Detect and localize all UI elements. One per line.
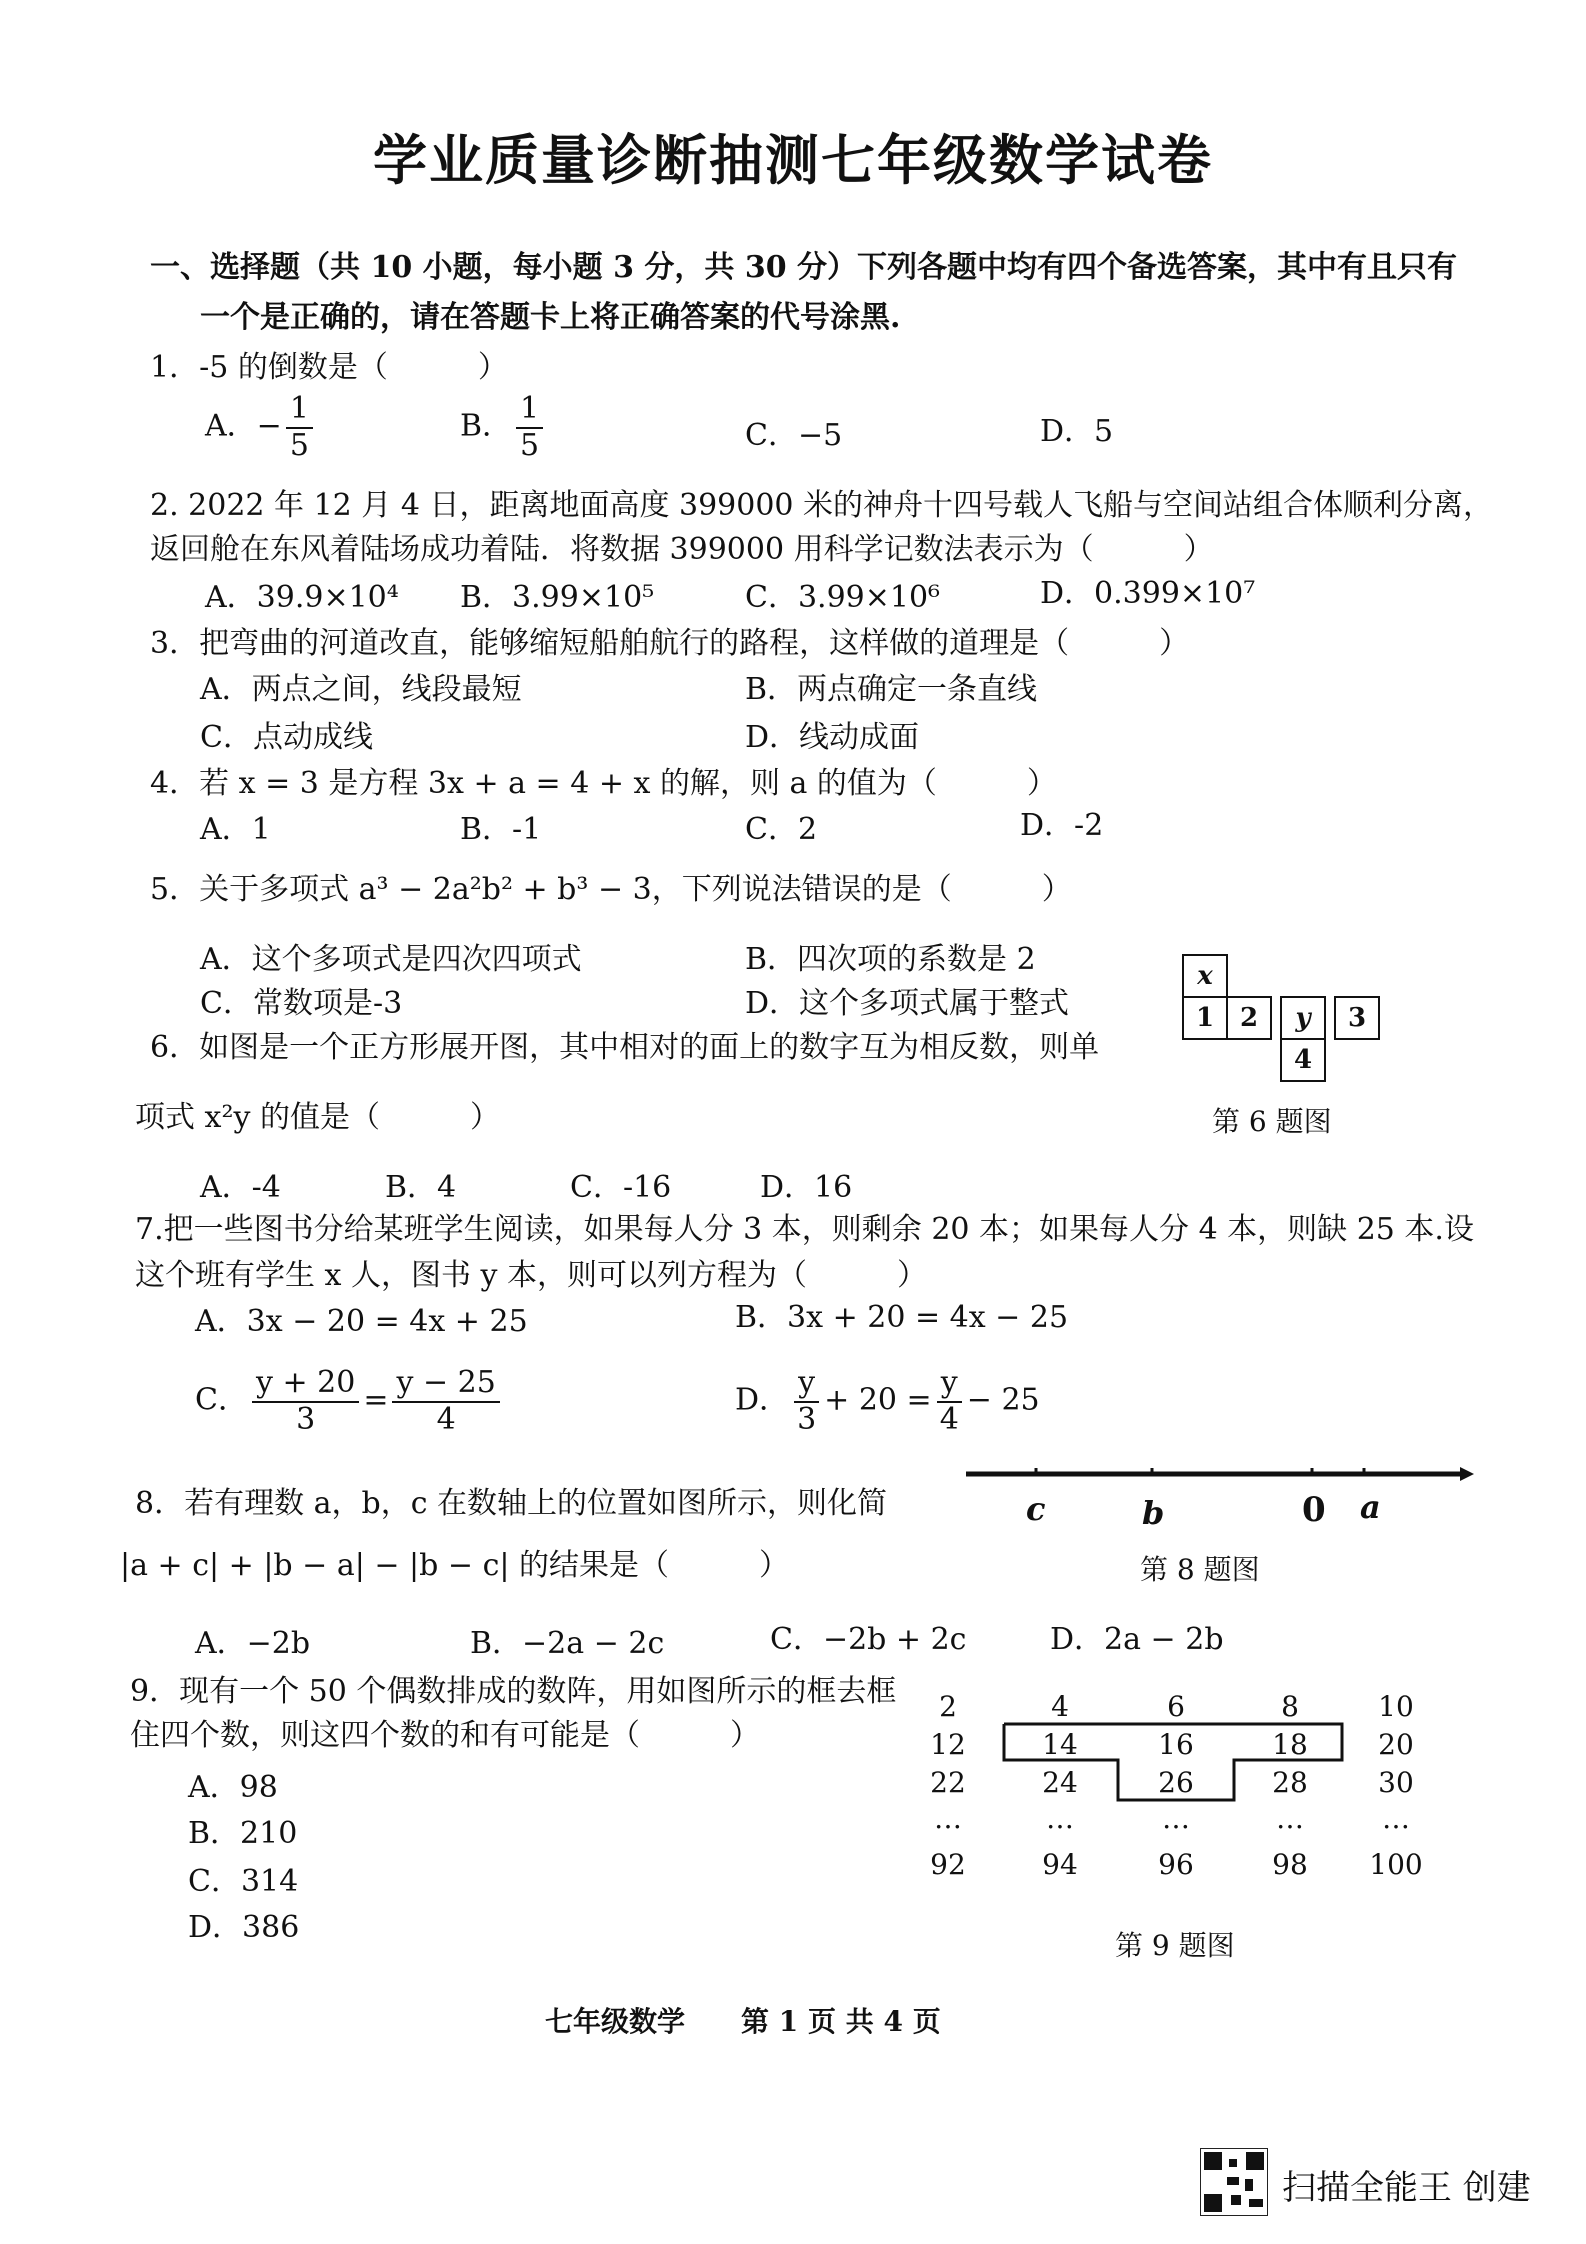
q4-option-d: D．-2 [1020,808,1104,843]
q9-option-b: B．210 [188,1816,298,1851]
q4-stem: 4．若 x = 3 是方程 3x + a = 4 + x 的解，则 a 的值为（ ） [150,766,1057,801]
q6-option-b: B．4 [385,1170,457,1205]
qr-code-icon [1200,2148,1268,2216]
grid-cell: 8 [1281,1690,1299,1723]
q6-option-d: D．16 [760,1170,853,1205]
q1-option-b [460,392,547,463]
grid-cell: 4 [1051,1690,1069,1723]
q7-line2: 这个班有学生 x 人，图书 y 本，则可以列方程为（ ） [135,1258,928,1293]
q3-option-a: A．两点之间，线段最短 [200,672,522,707]
grid-cell: … [1046,1802,1074,1835]
grid-cell: … [1162,1802,1190,1835]
q8-option-a: A．−2b [195,1626,311,1661]
q8-line1: 8．若有理数 a，b，c 在数轴上的位置如图所示，则化简 [135,1486,888,1521]
q7-option-c [195,1366,504,1437]
q2-option-d: D．0.399×10⁷ [1040,576,1256,611]
axis-label-a: a [1360,1488,1381,1526]
q9-option-a: A．98 [188,1770,278,1805]
net-cell-y: y [1280,996,1326,1040]
section-instructions-line1: 一、选择题（共 10 小题，每小题 3 分，共 30 分）下列各题中均有四个备选答案，其中有且只有 [150,250,1458,285]
grid-cell: 28 [1272,1766,1308,1799]
q7-d-frac2: $\frac{y}{4}$ [936,1366,963,1437]
net-cell-1: 1 [1182,996,1228,1040]
q2-option-c: C．3.99×10⁶ [745,580,941,615]
q9-option-d: D．386 [188,1910,300,1945]
grid-cell: 100 [1369,1848,1423,1881]
q7-d-label: D． [735,1382,790,1418]
grid-cell: 22 [930,1766,966,1799]
grid-cell: 94 [1042,1848,1078,1881]
section-instructions-line2: 一个是正确的，请在答题卡上将正确答案的代号涂黑. [200,300,901,335]
net-cell-2: 2 [1226,996,1272,1040]
q2-line1: 2. 2022 年 12 月 4 日，距离地面高度 399000 米的神舟十四号载人飞船与空间站组合体顺利分离， [150,488,1494,523]
q4-option-a: A．1 [200,812,271,847]
page-title: 学业质量诊断抽测七年级数学试卷 [373,128,1213,192]
page-footer: 七年级数学 第 1 页 共 4 页 [545,2005,941,2038]
q1-b-fraction: $\frac{1}{5}$ [516,392,543,463]
grid-cell: 16 [1158,1728,1194,1761]
axis-label-c: c [1026,1490,1046,1528]
grid-cell: 2 [939,1690,957,1723]
grid-cell: 20 [1378,1728,1414,1761]
q2-option-b: B．3.99×10⁵ [460,580,655,615]
q8-option-b: B．−2a − 2c [470,1626,665,1661]
q3-option-b: B．两点确定一条直线 [745,672,1038,707]
q3-stem: 3．把弯曲的河道改直，能够缩短船舶航行的路程，这样做的道理是（ ） [150,626,1190,661]
grid-cell: 6 [1167,1690,1185,1723]
q9-option-c: C．314 [188,1864,299,1899]
q7-option-d [735,1366,1040,1437]
q1-b-label: B． [460,408,513,444]
grid-cell: 26 [1158,1766,1194,1799]
grid-cell: 30 [1378,1766,1414,1799]
grid-cell: 14 [1042,1728,1078,1761]
q9-line2: 住四个数，则这四个数的和有可能是（ ） [130,1718,760,1753]
q7-option-b: B．3x + 20 = 4x − 25 [735,1300,1069,1335]
q7-c-frac2: $\frac{y - 25}{4}$ [392,1366,499,1437]
q2-line2: 返回舱在东风着陆场成功着陆．将数据 399000 用科学记数法表示为（ ） [150,532,1214,567]
q3-option-d: D．线动成面 [745,720,920,755]
q7-line1: 7.把一些图书分给某班学生阅读，如果每人分 3 本，则剩余 20 本；如果每人分 4 本，则缺 25 本.设 [135,1212,1474,1247]
grid-cell: 92 [930,1848,966,1881]
q4-option-c: C．2 [745,812,818,847]
q3-option-c: C．点动成线 [200,720,373,755]
q5-option-a: A．这个多项式是四次四项式 [200,942,582,977]
net-cell-4: 4 [1280,1038,1326,1082]
q8-option-d: D．2a − 2b [1050,1622,1224,1657]
q7-option-a: A．3x − 20 = 4x + 25 [195,1304,528,1339]
q1-a-label: A． [205,408,257,444]
q9-fig-caption: 第 9 题图 [1115,1929,1235,1962]
q1-stem: 1．-5 的倒数是（ ） [150,350,508,385]
grid-cell: 18 [1272,1728,1308,1761]
q1-option-a [205,392,317,463]
q5-stem: 5．关于多项式 a³ − 2a²b² + b³ − 3，下列说法错误的是（ ） [150,872,1072,907]
q5-option-b: B．四次项的系数是 2 [745,942,1036,977]
q6-line1: 6．如图是一个正方形展开图，其中相对的面上的数字互为相反数，则单 [150,1030,1100,1065]
q9-line1: 9．现有一个 50 个偶数排成的数阵，用如图所示的框去框 [130,1674,897,1709]
axis-arrow [1460,1467,1474,1481]
q7-d-end: − 25 [966,1382,1040,1418]
grid-cell: 24 [1042,1766,1078,1799]
q5-option-c: C．常数项是-3 [200,986,403,1021]
q1-option-c: C．−5 [745,418,843,453]
q8-fig-caption: 第 8 题图 [1140,1553,1260,1586]
q5-option-d: D．这个多项式属于整式 [745,986,1070,1021]
axis-label-0: 0 [1302,1490,1326,1530]
q6-option-a: A．-4 [200,1170,281,1205]
q7-c-eq: = [363,1382,389,1418]
q9-selection-frame [900,1690,1440,1890]
q1-a-fraction: $\frac{1}{5}$ [286,392,313,463]
grid-cell: … [934,1802,962,1835]
grid-cell: 10 [1378,1690,1414,1723]
q8-line2: |a + c| + |b − a| − |b − c| 的结果是（ ） [120,1548,790,1583]
q6-option-c: C．-16 [570,1170,672,1205]
net-cell-3: 3 [1334,996,1380,1040]
q2-option-a: A．39.9×10⁴ [205,580,399,615]
q4-option-b: B．-1 [460,812,542,847]
grid-cell: 98 [1272,1848,1308,1881]
q7-d-frac1: $\frac{y}{3}$ [793,1366,820,1437]
net-cell-x: x [1182,954,1228,998]
q9-number-grid [900,1690,1440,1890]
q7-d-mid: + 20 = [824,1382,932,1418]
q6-fig-caption: 第 6 题图 [1212,1105,1332,1138]
scanner-watermark: 扫描全能王 创建 [1282,2168,1531,2208]
q7-c-frac1: $\frac{y + 20}{3}$ [252,1366,359,1437]
q7-c-label: C． [195,1382,248,1418]
grid-cell: … [1276,1802,1304,1835]
axis-label-b: b [1142,1494,1165,1532]
q1-option-d: D．5 [1040,414,1114,449]
grid-cell: 96 [1158,1848,1194,1881]
q1-a-sign: − [256,408,282,444]
grid-cell: 12 [930,1728,966,1761]
q8-option-c: C．−2b + 2c [770,1622,967,1657]
q6-line2: 项式 x²y 的值是（ ） [135,1100,500,1135]
grid-cell: … [1382,1802,1410,1835]
